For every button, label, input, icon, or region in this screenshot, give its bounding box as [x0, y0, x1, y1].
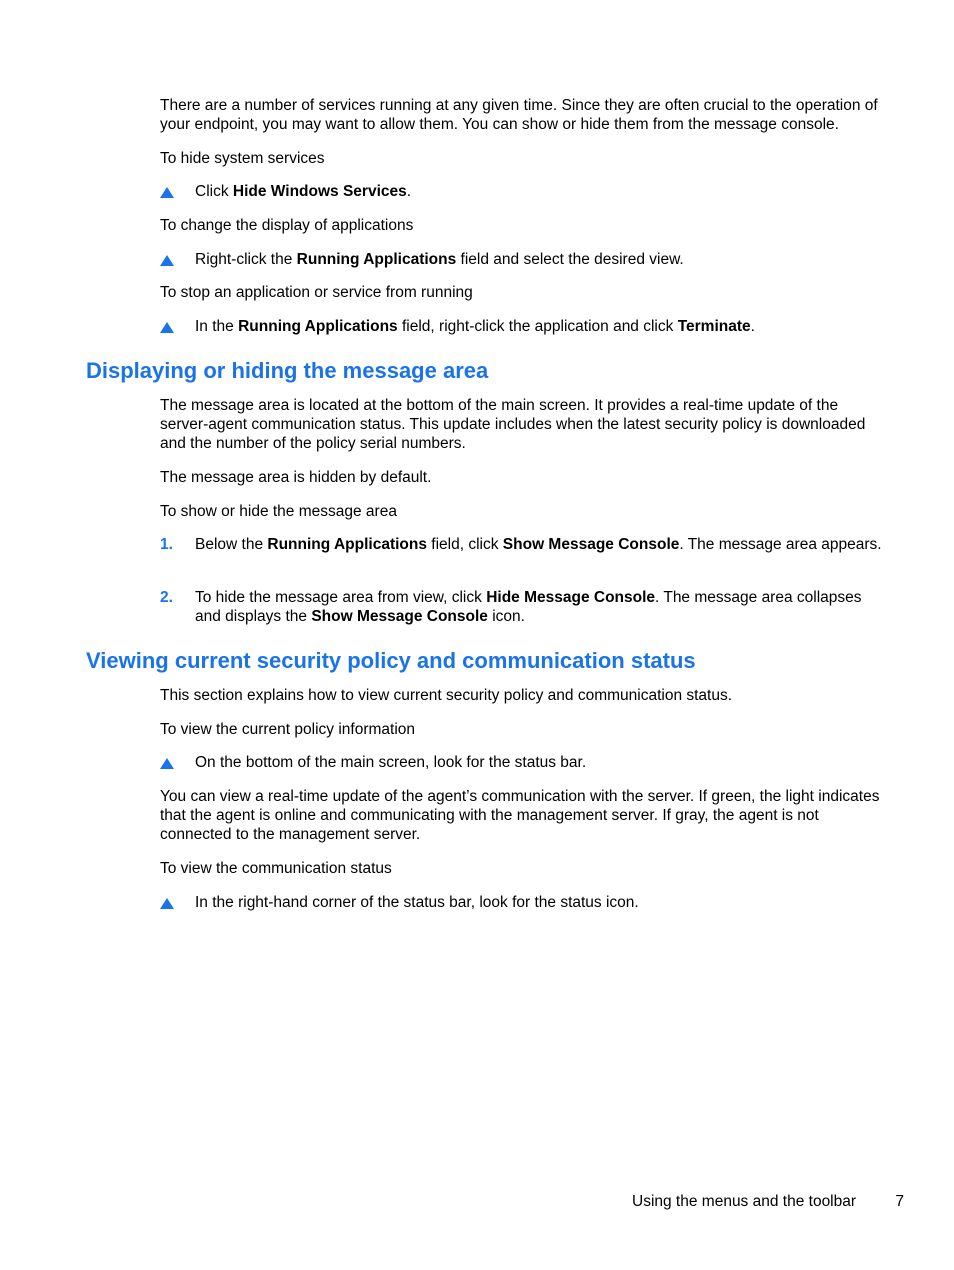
- footer-title: Using the menus and the toolbar: [632, 1193, 857, 1210]
- show-hide-intro: To show or hide the message area: [160, 503, 397, 520]
- numbered-step-1: 1. Below the Running Applications field, click Show Message Console. The message area appears.: [160, 536, 882, 553]
- stop-app-step: In the Running Applications field, right-click the application and click Terminate.: [160, 317, 890, 336]
- change-display-intro: To change the display of applications: [160, 217, 414, 234]
- hide-services-step: Click Hide Windows Services.: [160, 182, 890, 201]
- step-number: 1.: [160, 536, 173, 553]
- intro-paragraph: There are a number of services running at any given time. Since they are often crucial to the operation of your endpoint, you may want to allow them. You can show or hide them from the message console.: [160, 97, 878, 133]
- triangle-bullet-icon: [160, 182, 182, 203]
- security-policy-intro: This section explains how to view current security policy and communication status.: [160, 687, 733, 704]
- view-status-intro: To view the communication status: [160, 860, 392, 877]
- triangle-bullet-icon: [160, 753, 182, 774]
- change-display-step: Right-click the Running Applications field and select the desired view.: [160, 250, 890, 269]
- status-light-description: You can view a real-time update of the agent’s communication with the server. If green, the light indicates that the agent is online and communicating with the management server. If gray, the agent is not connected to the management server.: [160, 788, 880, 843]
- triangle-bullet-icon: [160, 317, 182, 338]
- triangle-bullet-icon: [160, 250, 182, 271]
- section-heading-security-policy: Viewing current security policy and communication status: [86, 648, 696, 673]
- message-area-default: The message area is hidden by default.: [160, 469, 432, 486]
- step-number: 2.: [160, 589, 173, 606]
- message-area-description: The message area is located at the bottom of the main screen. It provides a real-time update of the server-agent communication status. This update includes when the latest security policy is downloaded and the number of the policy serial numbers.: [160, 397, 866, 452]
- section-heading-message-area: Displaying or hiding the message area: [86, 358, 489, 383]
- view-policy-step: On the bottom of the main screen, look for the status bar.: [160, 753, 890, 772]
- triangle-bullet-icon: [160, 893, 182, 914]
- page-number: 7: [895, 1193, 904, 1210]
- view-status-step: In the right-hand corner of the status bar, look for the status icon.: [160, 893, 890, 912]
- view-policy-intro: To view the current policy information: [160, 721, 416, 738]
- hide-services-intro: To hide system services: [160, 150, 325, 167]
- numbered-step-2: 2. To hide the message area from view, click Hide Message Console. The message area collapses and displays the Show Message Console icon.: [160, 589, 862, 625]
- stop-app-intro: To stop an application or service from running: [160, 284, 473, 301]
